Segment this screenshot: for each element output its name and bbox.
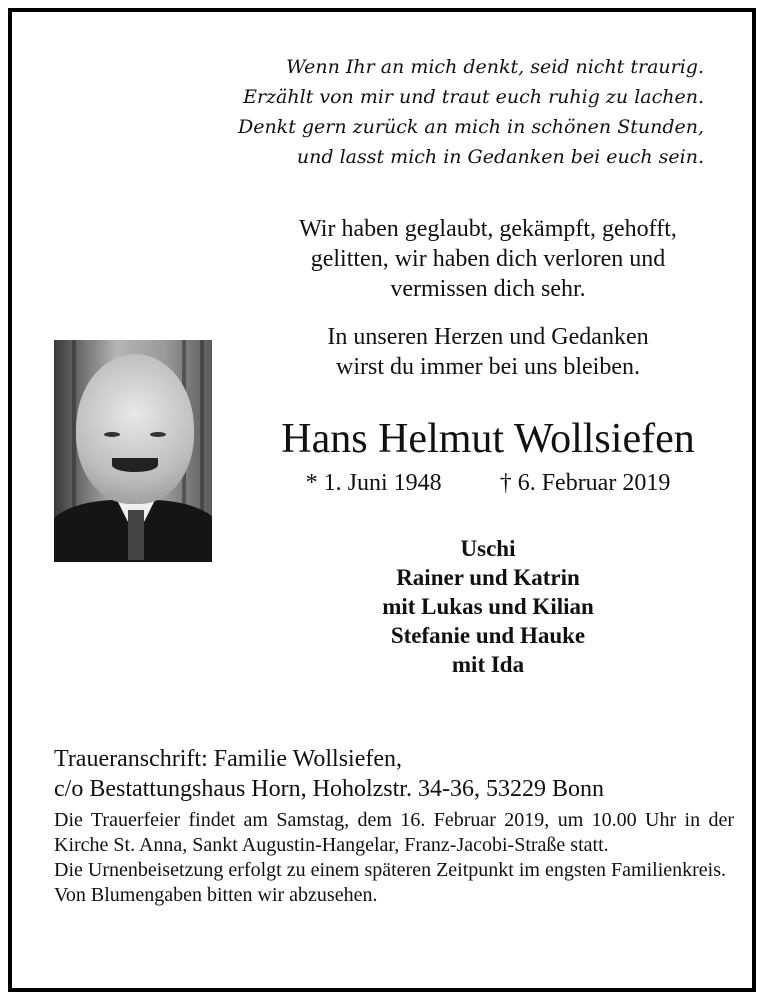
- notice-paragraph: Die Urnenbeisetzung erfolgt zu einem späteren Zeitpunkt im engsten Familienkreis.: [54, 859, 727, 881]
- verse-line: wirst du immer bei uns bleiben.: [336, 354, 640, 380]
- poem-line: und lasst mich in Gedanken bei euch sein.: [296, 146, 704, 168]
- verse-line: Wir haben geglaubt, gekämpft, gehofft,: [299, 216, 677, 242]
- portrait-smile: [112, 458, 158, 472]
- portrait-tie: [128, 510, 144, 560]
- verse-lost: [246, 214, 730, 304]
- obituary-frame: [8, 8, 756, 992]
- mourning-address: [54, 744, 734, 804]
- verse-line: vermissen dich sehr.: [390, 276, 586, 302]
- mourners-list: [238, 534, 738, 679]
- address-line: c/o Bestattungshaus Horn, Hoholzstr. 34-36, 53229 Bonn: [54, 776, 604, 802]
- poem-line: Wenn Ihr an mich denkt, seid nicht traurig.: [286, 56, 704, 78]
- notice-paragraph: Die Trauerfeier findet am Samstag, dem 16. Februar 2019, um 10.00 Uhr in der Kirche St. Anna, Sankt Augustin-Hangelar, Franz-Jacobi-Straße statt.: [54, 809, 734, 856]
- poem-line: Erzählt von mir und traut euch ruhig zu lachen.: [243, 86, 704, 108]
- poem-line: Denkt gern zurück an mich in schönen Stunden,: [237, 116, 704, 138]
- mourner: Stefanie und Hauke: [390, 623, 586, 648]
- mourner: mit Ida: [451, 652, 525, 677]
- portrait-head: [76, 354, 194, 504]
- funeral-notice: [54, 808, 734, 908]
- verse-hearts: [246, 322, 730, 382]
- life-dates: [238, 468, 738, 498]
- notice-paragraph: Von Blumengaben bitten wir abzusehen.: [54, 884, 378, 906]
- address-line: Traueranschrift: Familie Wollsiefen,: [54, 746, 402, 772]
- death-date: † 6. Februar 2019: [499, 470, 671, 496]
- mourner: Rainer und Katrin: [396, 565, 580, 590]
- mourner: Uschi: [460, 536, 516, 561]
- deceased-name: Hans Helmut Wollsiefen: [281, 416, 695, 462]
- birth-date: * 1. Juni 1948: [305, 470, 442, 496]
- poem: [184, 52, 704, 172]
- mourner: mit Lukas und Kilian: [382, 594, 594, 619]
- portrait-photo: [54, 340, 212, 562]
- verse-line: gelitten, wir haben dich verloren und: [310, 246, 666, 272]
- verse-line: In unseren Herzen und Gedanken: [327, 324, 649, 350]
